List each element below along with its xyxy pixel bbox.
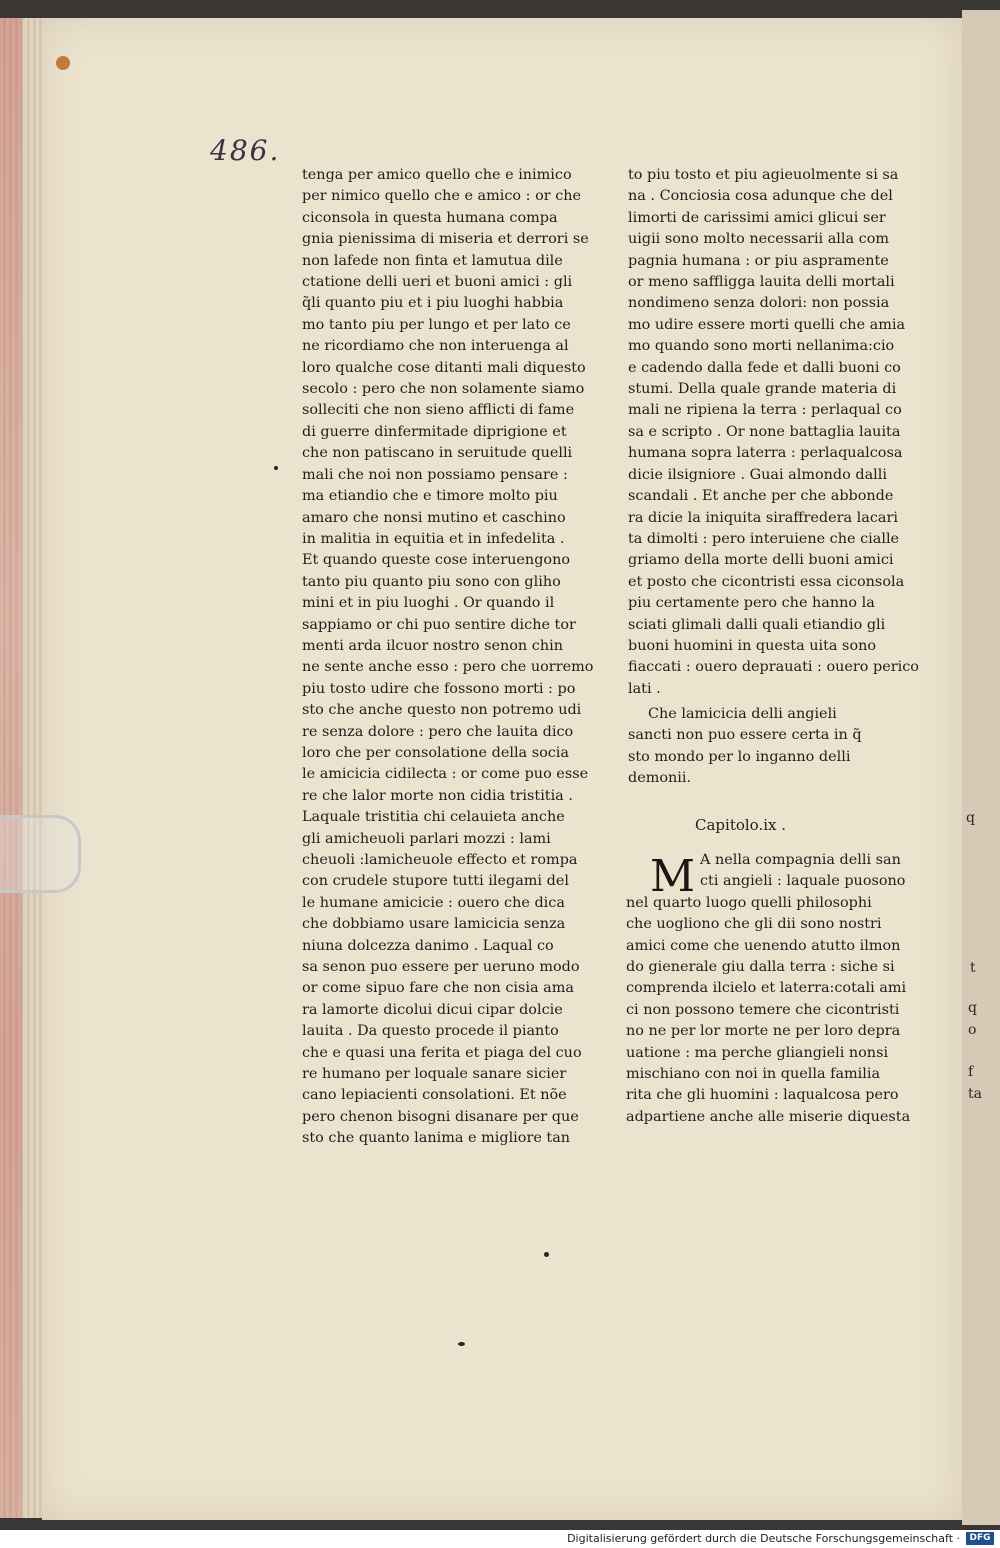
- text-line: demonii.: [628, 770, 692, 787]
- text-line: sto mondo per lo inganno delli: [628, 748, 851, 765]
- text-line: per nimico quello che e amico : or che: [302, 188, 582, 205]
- text-line: nondimeno senza dolori: non possia: [628, 295, 890, 312]
- text-line: sa e scripto . Or none battaglia lauita: [628, 423, 901, 440]
- text-line: cheuoli :lamicheuole effecto et rompa: [302, 852, 578, 868]
- text-line: stumi. Della quale grande materia di: [628, 381, 897, 398]
- text-line: sappiamo or chi puo sentire diche tor: [302, 616, 576, 633]
- text-line: Et quando queste cose interuengono: [302, 552, 571, 569]
- text-line: ci non possono temere che cicontristi: [626, 1001, 900, 1018]
- text-line: rita che gli huomini : laqualcosa pero: [626, 1087, 899, 1104]
- text-line: di guerre dinfermitade diprigione et: [302, 423, 567, 440]
- text-line: Che lamicicia delli angieli: [648, 706, 837, 722]
- text-line: non lafede non finta et lamutua dile: [302, 252, 563, 269]
- text-line: lati .: [628, 680, 661, 697]
- text-line: dicie ilsigniore . Guai almondo dalli: [628, 466, 887, 483]
- text-line: A nella compagnia delli san: [700, 852, 901, 868]
- text-line: mini et in piu luoghi . Or quando il: [302, 595, 555, 612]
- facing-fragment: o: [968, 1022, 977, 1038]
- text-line: ta dimolti : pero interuiene che cialle: [628, 530, 900, 547]
- text-line: sciati glimali dalli quali etiandio gli: [628, 616, 886, 633]
- text-line: cti angieli : laquale puosono: [700, 873, 906, 890]
- text-line: ma etiandio che e timore molto piu: [302, 488, 558, 505]
- text-line: pero chenon bisogni disanare per que: [302, 1108, 579, 1125]
- text-line: cano lepiacienti consolationi. Et nõe: [302, 1087, 567, 1104]
- text-line: piu tosto udire che fossono morti : po: [302, 680, 576, 697]
- text-line: ne sente anche esso : pero che uorremo: [302, 659, 594, 676]
- text-line: ne ricordiamo che non interuenga al: [302, 338, 569, 355]
- text-line: q̃li quanto piu et i piu luoghi habbia: [302, 295, 564, 312]
- text-line: fiaccati : ouero deprauati : ouero perico: [628, 659, 919, 676]
- ink-dot: [544, 1252, 549, 1257]
- text-line: loro qualche cose ditanti mali diquesto: [302, 359, 586, 376]
- text-line: che dobbiamo usare lamicicia senza: [302, 916, 566, 933]
- ink-dot: [274, 466, 278, 470]
- text-line: adpartiene anche alle miserie diquesta: [626, 1108, 911, 1125]
- text-line: buoni huomini in questa uita sono: [628, 637, 877, 654]
- text-line: to piu tosto et piu agieuolmente si sa: [628, 167, 899, 183]
- text-line: re senza dolore : pero che lauita dico: [302, 723, 574, 740]
- text-line: uatione : ma perche gliangieli nonsi: [626, 1044, 889, 1061]
- dfg-logo: DFG: [966, 1532, 994, 1545]
- text-line: e cadendo dalla fede et dalli buoni co: [628, 359, 901, 376]
- left-text-column: [302, 165, 593, 1150]
- text-line: in malitia in equitia et in infedelita .: [302, 530, 565, 547]
- text-line: nel quarto luogo quelli philosophi: [626, 894, 872, 911]
- text-line: mo tanto piu per lungo et per lato ce: [302, 316, 571, 333]
- text-line: humana sopra laterra : perlaqualcosa: [628, 445, 903, 462]
- text-line: loro che per consolatione della socia: [302, 744, 569, 761]
- text-line: sa senon puo essere per ueruno modo: [302, 959, 580, 976]
- text-line: mischiano con noi in quella familia: [626, 1066, 881, 1083]
- text-line: uigii sono molto necessarii alla com: [628, 231, 890, 248]
- funding-credit: Digitalisierung gefördert durch die Deutsche Forschungsgemeinschaft ·: [567, 1532, 960, 1545]
- text-line: lauita . Da questo procede il pianto: [302, 1023, 559, 1040]
- text-line: che non patiscano in seruitude quelli: [302, 445, 573, 462]
- text-line: ctatione delli ueri et buoni amici : gli: [302, 274, 573, 291]
- text-line: sancti non puo essere certa in q̃: [628, 727, 862, 744]
- text-line: scandali . Et anche per che abbonde: [628, 488, 894, 505]
- footer-bar: [0, 1530, 1000, 1548]
- text-line: do gienerale giu dalla terra : siche si: [626, 959, 895, 976]
- facing-fragment: ta: [968, 1086, 982, 1102]
- text-line: menti arda ilcuor nostro senon chin: [302, 637, 563, 654]
- text-line: gli amicheuoli parlari mozzi : lami: [302, 830, 551, 847]
- section-heading: [628, 704, 862, 790]
- text-line: ra lamorte dicolui dicui cipar dolcie: [302, 1001, 563, 1018]
- text-line: sto che anche questo non potremo udi: [302, 702, 582, 719]
- text-line: comprenda ilcielo et laterra:cotali ami: [626, 980, 907, 997]
- chapter-title: Capitolo.ix .: [695, 816, 787, 834]
- text-line: et posto che cicontristi essa ciconsola: [628, 573, 905, 590]
- text-line: gnia pienissima di miseria et derrori se: [302, 231, 589, 248]
- text-line: or meno saffligga lauita delli mortali: [628, 274, 895, 291]
- text-line: na . Conciosia cosa adunque che del: [628, 188, 893, 205]
- text-line: ciconsola in questa humana compa: [302, 209, 558, 226]
- text-line: sto che quanto lanima e migliore tan: [302, 1130, 571, 1147]
- text-line: griamo della morte delli buoni amici: [628, 552, 894, 569]
- text-line: limorti de carissimi amici glicui ser: [628, 209, 886, 226]
- text-line: solleciti che non sieno afflicti di fame: [302, 402, 575, 419]
- text-line: mali ne ripiena la terra : perlaqual co: [628, 402, 902, 419]
- text-line: che e quasi una ferita et piaga del cuo: [302, 1044, 582, 1061]
- text-line: no ne per lor morte ne per loro depra: [626, 1023, 901, 1040]
- text-line: tenga per amico quello che e inimico: [302, 167, 572, 183]
- facing-fragment: t: [970, 960, 976, 976]
- facing-fragment: q: [968, 1000, 977, 1016]
- text-line: che uogliono che gli dii sono nostri: [626, 916, 882, 933]
- text-line: mo udire essere morti quelli che amia: [628, 316, 906, 333]
- folio-number: 486.: [210, 134, 281, 167]
- text-line: secolo : pero che non solamente siamo: [302, 381, 585, 398]
- page-clip: [0, 815, 81, 893]
- text-line: mo quando sono morti nellanima:cio: [628, 338, 895, 355]
- ink-dot: [458, 1342, 465, 1346]
- drop-cap-initial: M: [650, 851, 696, 902]
- text-line: mali che noi non possiamo pensare :: [302, 466, 568, 483]
- facing-fragment: q: [966, 810, 975, 826]
- text-line: Laquale tristitia chi celauieta anche: [302, 809, 565, 826]
- text-line: or come sipuo fare che non cisia ama: [302, 980, 574, 997]
- text-line: tanto piu quanto piu sono con gliho: [302, 573, 561, 590]
- text-line: le humane amicicie : ouero che dica: [302, 894, 565, 911]
- text-line: amici come che uenendo atutto ilmon: [626, 937, 901, 954]
- facing-page-edge: [962, 10, 1000, 1525]
- right-text-column: [628, 165, 919, 700]
- text-line: re humano per loquale sanare sicier: [302, 1066, 567, 1083]
- text-line: le amicicia cidilecta : or come puo esse: [302, 766, 589, 783]
- chapter-text: [626, 850, 910, 1128]
- facing-fragment: f: [968, 1064, 974, 1080]
- text-line: amaro che nonsi mutino et caschino: [302, 509, 566, 526]
- text-line: niuna dolcezza danimo . Laqual co: [302, 937, 554, 954]
- text-line: con crudele stupore tutti ilegami del: [302, 873, 569, 890]
- text-line: piu certamente pero che hanno la: [628, 595, 875, 612]
- text-line: pagnia humana : or piu aspramente: [628, 252, 889, 269]
- stain-mark: [56, 56, 70, 70]
- text-line: ra dicie la iniquita siraffredera lacari: [628, 509, 898, 526]
- text-line: re che lalor morte non cidia tristitia .: [302, 787, 573, 804]
